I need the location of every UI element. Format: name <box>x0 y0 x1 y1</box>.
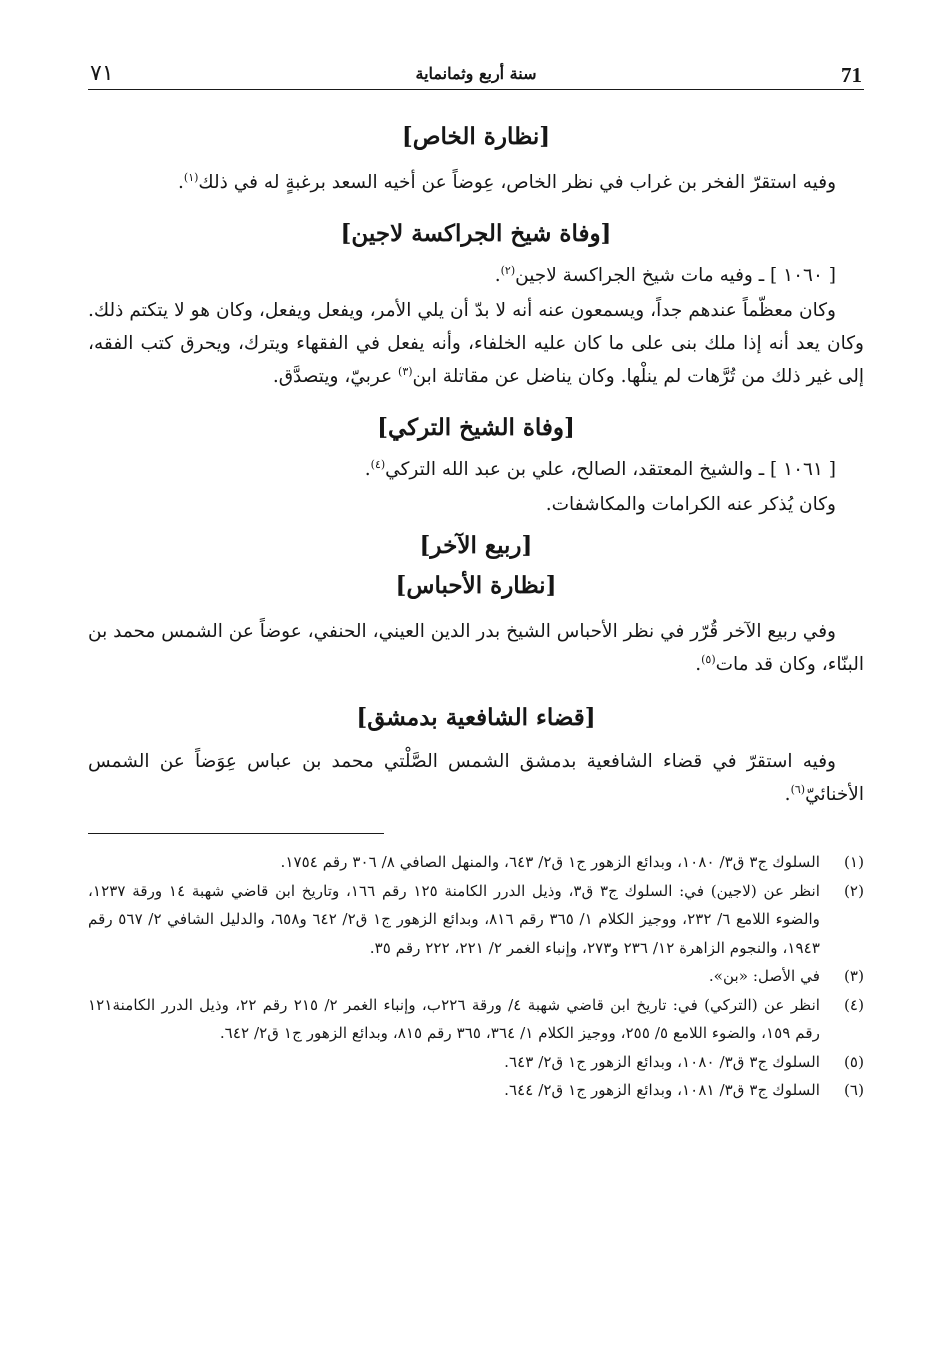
biography-entry: [ ١٠٦٠ ] ـ وفيه مات شيخ الجراكسة لاجين$^{(٢)}$. <box>494 263 836 286</box>
footnote-separator <box>88 833 384 834</box>
biography-entry: [ ١٠٦١ ] ـ والشيخ المعتقد، الصالح، علي بن عبد الله التركي$^{(٤)}$. <box>364 457 836 480</box>
paragraph: وفيه استقرّ الفخر بن غراب في نظر الخاص، عِوضاً عن أخيه السعد برغبةٍ له في ذلك$^{(١)}$. <box>178 170 836 193</box>
paragraph: وكان معظّماً عندهم جداً، ويسمعون عنه أنه لا بدّ أن يلي الأمر، ويفعل ويفعل، وكان هو لا يتكتم ذلك. وكان يعد أنه إذا ملك بنى على ما كان عليه الخلفاء، وأنه يفعل في الفقهاء ويترك، ويحرق كتب الفقه، إلى غير ذلك من تُرَّهات لم ينلْها. وكان يناضل عن مقاتلة ابن$^{(٣)}$ عربيّ، ويتصدَّق. <box>88 300 864 387</box>
footnote-ref: (٢) <box>500 263 516 277</box>
footnote-number: (٤) <box>843 995 864 1014</box>
paragraph: وفي ربيع الآخر قُرّر في نظر الأحباس الشيخ بدر الدين العيني، الحنفي، عوضاً عن الشمس محمد بن البنّاء، وكان قد مات$^{(٥)}$. <box>88 621 864 675</box>
paragraph: وفيه استقرّ في قضاء الشافعية بدمشق الشمس الصَّلْتي محمد بن عباس عِوَضاً عن الشمس الأخنائيّ$^{(٦)}$. <box>88 751 864 805</box>
footnote: (٦) السلوك ج٣ ق٣/ ١٠٨١، وبدائع الزهور ج١ ق٢/ ٦٤٤. <box>88 1076 864 1105</box>
footnote-ref: (٤) <box>370 457 386 471</box>
section-heading: [نظارة الخاص] <box>401 123 551 150</box>
footnote-number: (١) <box>843 853 864 871</box>
footnote: (٤) انظر عن (التركي) في: تاريخ ابن قاضي شهبة ٤/ ورقة ٢٢٦ب، وإنباء الغمر ٢/ ٢١٥ رقم ٢٢، وذيل الدرر الكامنة١٢١ رقم ١٥٩، والضوء اللامع ٥/ ٢٥٥، ووجيز الكلام ١/ ٣٦٤، ٣٦٥ رقم ٨١٥، وبدائع الزهور ج١ ق٢/ ٦٤٢. <box>88 991 864 1048</box>
footnote-number: (٣) <box>843 967 864 985</box>
footnote: (٢) انظر عن (لاجين) في: السلوك ج٣ ق٣، وذيل الدرر الكامنة ١٢٥ رقم ١٦٦، وتاريخ ابن قاضي شهبة ١٤ ورقة ١٢٣٧، والضوء اللامع ٦/ ٢٣٢، ووجيز الكلام ١/ ٣٦٥ رقم ٨١٦، وبدائع الزهور ج١ ق٢/ ٦٤٢ و٦٥٨، والدليل الشافي ٢/ ٥٦٧ رقم ١٩٤٣، والنجوم الزاهرة ١٢/ ٢٣٦ و٢٧٣، وإنباء الغمر ٢/ ٢٢١، ٢٢٢ رقم ٣٥. <box>88 877 864 963</box>
section-heading: [وفاة الشيخ التركي] <box>377 414 575 441</box>
footnote-ref: (٦) <box>790 782 806 796</box>
running-title: سنة أربع وثمانماية <box>415 64 537 83</box>
footnote-number: (٢) <box>843 881 864 900</box>
footnote-ref: (٣) <box>398 364 413 378</box>
page-number-arabic: ٧١ <box>90 61 114 86</box>
footnote-ref: (٥) <box>701 652 716 666</box>
page-number-latin: 71 <box>841 63 862 87</box>
footnote: (٥) السلوك ج٣ ق٣/ ١٠٨٠، وبدائع الزهور ج١ ق٢/ ٦٤٣. <box>88 1048 864 1077</box>
section-heading: [نظارة الأحباس] <box>395 572 557 599</box>
footnote: (٣) في الأصل: «بن». <box>88 962 864 991</box>
month-heading: [ربيع الآخر] <box>419 532 533 559</box>
footnotes <box>88 848 864 1105</box>
section-heading: [قضاء الشافعية بدمشق] <box>356 704 596 731</box>
footnote: (١) السلوك ج٣ ق٣/ ١٠٨٠، وبدائع الزهور ج١ ق٢/ ٦٤٣، والمنهل الصافي ٨/ ٣٠٦ رقم ١٧٥٤. <box>88 848 864 877</box>
paragraph: وكان يُذكر عنه الكرامات والمكاشفات. <box>545 494 836 515</box>
page-header <box>88 55 864 90</box>
book-page <box>88 55 864 1105</box>
entry-number: [ ١٠٦٠ ] ـ <box>752 265 836 286</box>
footnote-number: (٦) <box>843 1081 864 1099</box>
section-heading: [وفاة شيخ الجراكسة لاجين] <box>340 220 612 247</box>
footnote-ref: (١) <box>183 170 199 184</box>
entry-number: [ ١٠٦١ ] ـ <box>752 459 836 480</box>
footnote-number: (٥) <box>843 1052 864 1071</box>
